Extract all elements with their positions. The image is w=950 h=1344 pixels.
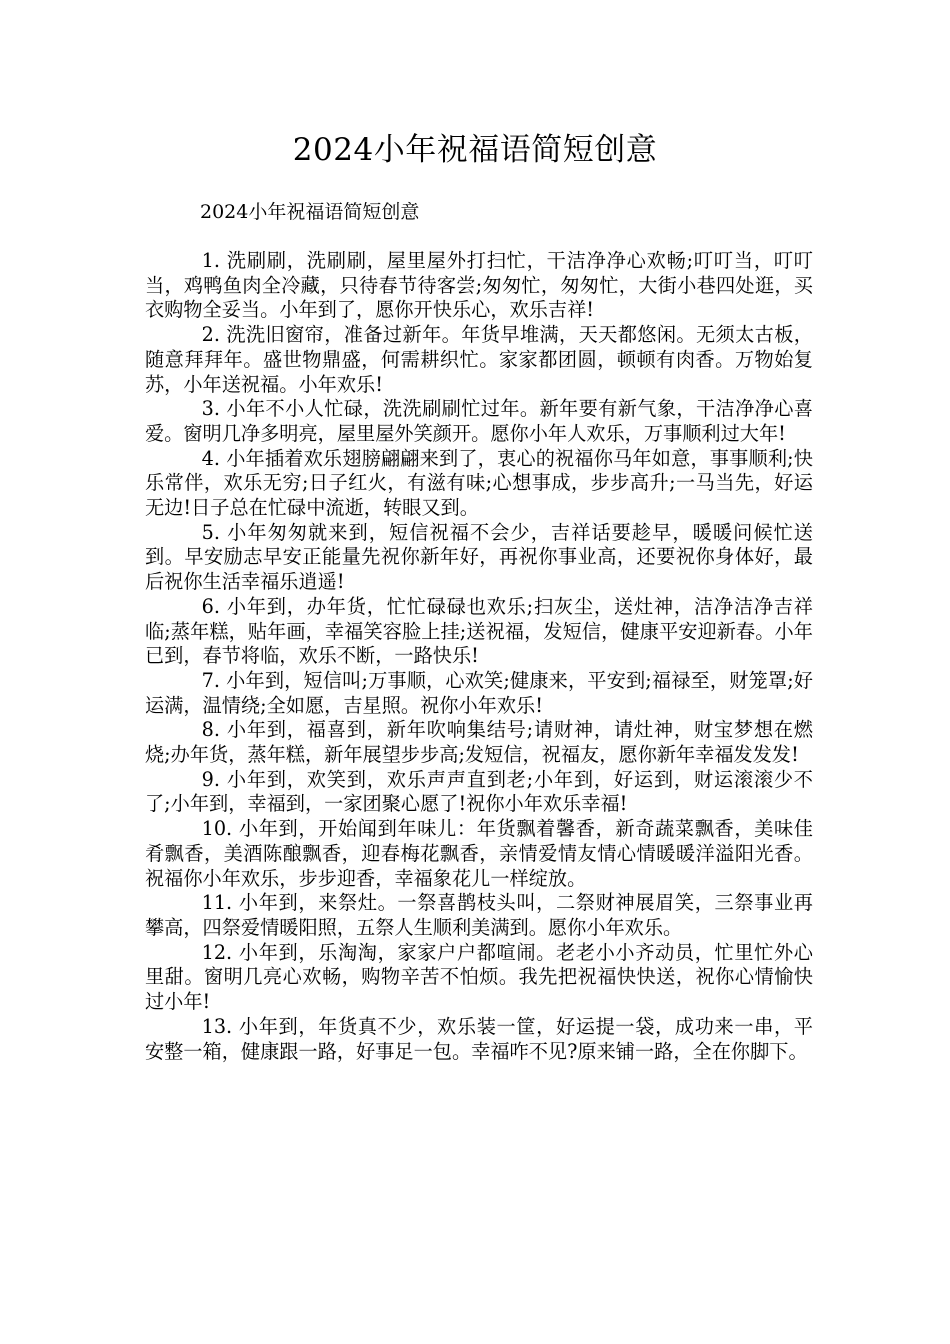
document-body — [145, 249, 813, 1064]
document-subtitle: 2024小年祝福语简短创意 — [200, 201, 420, 223]
paragraph: 6. 小年到，办年货，忙忙碌碌也欢乐;扫灰尘，送灶神，洁净洁净吉祥临;蒸年糕，贴年画，幸福笑容脸上挂;送祝福，发短信，健康平安迎新春。小年已到，春节将临，欢乐不断，一路快乐! — [145, 594, 813, 668]
paragraph: 12. 小年到，乐淘淘，家家户户都喧闹。老老小小齐动员，忙里忙外心里甜。窗明几亮心欢畅，购物辛苦不怕烦。我先把祝福快快送，祝你心情愉快过小年! — [145, 940, 813, 1014]
paragraph: 9. 小年到，欢笑到，欢乐声声直到老;小年到，好运到，财运滚滚少不了;小年到，幸福到，一家团聚心愿了!祝你小年欢乐幸福! — [145, 767, 813, 816]
paragraph: 3. 小年不小人忙碌，洗洗刷刷忙过年。新年要有新气象，干洁净净心喜爱。窗明几净多明亮，屋里屋外笑颜开。愿你小年人欢乐，万事顺利过大年! — [145, 397, 813, 445]
paragraph: 10. 小年到，开始闻到年味儿：年货飘着馨香，新奇蔬菜飘香，美味佳肴飘香，美酒陈酿飘香，迎春梅花飘香，亲情爱情友情心情暖暖洋溢阳光香。祝福你小年欢乐，步步迎香，幸福象花儿一样绽放。 — [145, 817, 813, 890]
paragraph: 7. 小年到，短信叫;万事顺，心欢笑;健康来，平安到;福禄至，财笼罩;好运满，温情绕;全如愿，吉星照。祝你小年欢乐! — [145, 668, 813, 717]
document-title: 2024小年祝福语简短创意 — [292, 132, 658, 168]
paragraph: 13. 小年到，年货真不少，欢乐装一筐，好运提一袋，成功来一串，平安整一箱，健康跟一路，好事足一包。幸福咋不见?原来铺一路，全在你脚下。 — [145, 1014, 813, 1063]
paragraph: 4. 小年插着欢乐翅膀翩翩来到了，衷心的祝福你马年如意，事事顺利;快乐常伴，欢乐无穷;日子红火，有滋有味;心想事成，步步高升;一马当先，好运无边!日子总在忙碌中流逝，转眼又到。 — [145, 446, 813, 520]
paragraph: 5. 小年匆匆就来到，短信祝福不会少，吉祥话要趁早，暖暖问候忙送到。早安励志早安正能量先祝你新年好，再祝你事业高，还要祝你身体好，最后祝你生活幸福乐逍遥! — [145, 520, 813, 594]
paragraph: 2. 洗洗旧窗帘，准备过新年。年货早堆满，天天都悠闲。无须太古板，随意拜拜年。盛世物鼎盛，何需耕织忙。家家都团圆，顿顿有肉香。万物始复苏，小年送祝福。小年欢乐! — [145, 323, 813, 396]
paragraph: 1. 洗刷刷，洗刷刷，屋里屋外打扫忙，干洁净净心欢畅;叮叮当，叮叮当，鸡鸭鱼肉全冷藏，只待春节待客尝;匆匆忙，匆匆忙，大街小巷四处逛，买衣购物全妥当。小年到了，愿你开快乐心，欢乐吉祥! — [145, 249, 813, 322]
paragraph: 8. 小年到，福喜到，新年吹响集结号;请财神，请灶神，财宝梦想在燃烧;办年货，蒸年糕，新年展望步步高;发短信，祝福友，愿你新年幸福发发发! — [145, 718, 813, 767]
paragraph: 11. 小年到，来祭灶。一祭喜鹊枝头叫，二祭财神展眉笑，三祭事业再攀高，四祭爱情暖阳照，五祭人生顺利美满到。愿你小年欢乐。 — [145, 891, 813, 939]
